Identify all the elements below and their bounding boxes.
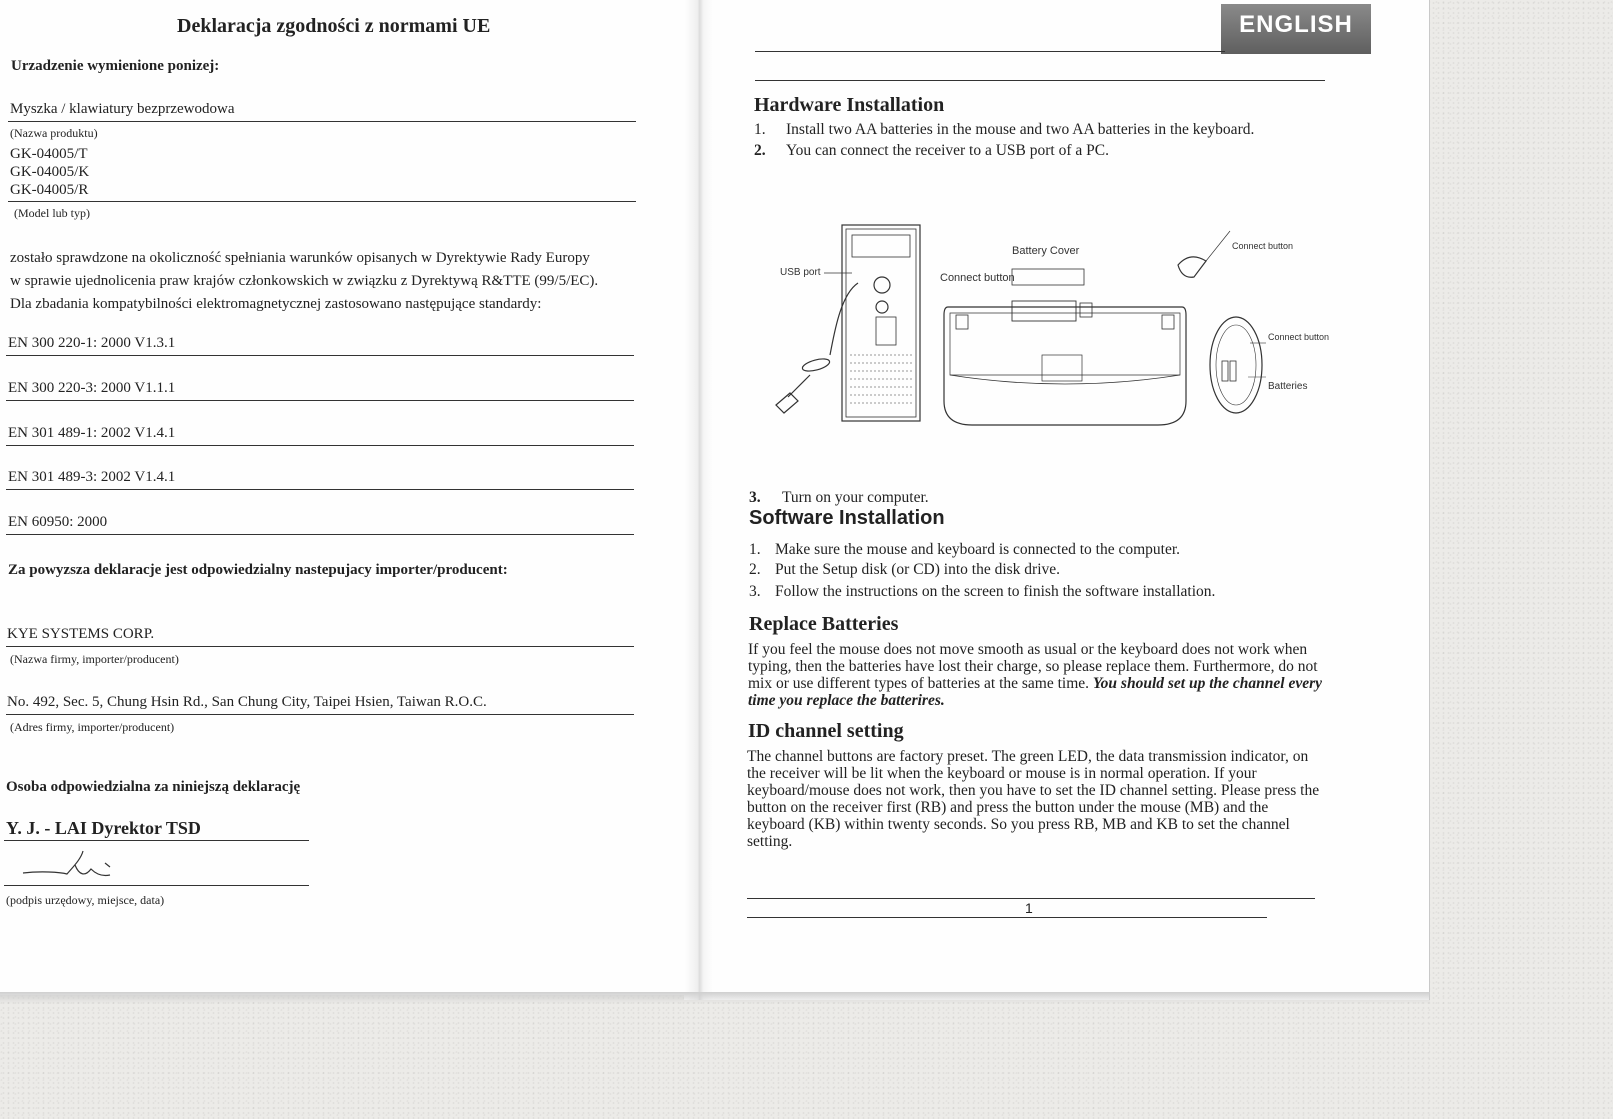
directive-line: w sprawie ujednolicenia praw krajów członkowskich w związku z Dyrektywą R&TTE (99/5/EC). <box>10 273 599 289</box>
language-badge: ENGLISH <box>1221 4 1371 54</box>
company-caption: (Nazwa firmy, importer/producent) <box>10 652 179 666</box>
step-text: Put the Setup disk (or CD) into the disk drive. <box>775 561 1061 578</box>
connect-button-top-label: Connect button <box>1232 241 1294 251</box>
standard-rule <box>6 489 634 490</box>
address-caption: (Adres firmy, importer/producent) <box>10 720 175 734</box>
step-text: You can connect the receiver to a USB port of a PC. <box>786 142 1109 159</box>
directive-line: Dla zbadania kompatybilności elektromagnetycznej zastosowano następujące standardy: <box>10 296 542 312</box>
step-number: 3. <box>749 583 761 600</box>
declaration-title: Deklaracja zgodności z normami UE <box>177 15 491 37</box>
illustration-svg <box>780 225 1360 445</box>
battery-cover <box>1012 301 1076 321</box>
standard-item: EN 300 220-1: 2000 V1.3.1 <box>8 335 176 351</box>
step-number: 1. <box>749 541 761 558</box>
hardware-title: Hardware Installation <box>754 94 945 116</box>
footer-rule <box>747 898 1315 899</box>
batteries-emphasis: You should set up the channel every time you replace the batterires. <box>748 675 1322 709</box>
product-name-caption: (Nazwa produktu) <box>10 126 98 140</box>
batteries-label: Batteries <box>1268 381 1308 392</box>
importer-heading: Za powyzsza deklaracje jest odpowiedzialny nastepujacy importer/producent: <box>8 562 508 578</box>
standard-item: EN 60950: 2000 <box>8 514 108 530</box>
connect-button-receiver-label: Connect button <box>940 272 1015 284</box>
product-name-rule <box>8 121 636 122</box>
connect-button-mouse-label: Connect button <box>1268 332 1330 342</box>
standard-rule <box>6 534 634 535</box>
standard-rule <box>6 400 634 401</box>
product-name: Myszka / klawiatury bezprzewodowa <box>10 101 235 117</box>
standard-rule <box>6 445 634 446</box>
channel-text: The channel buttons are factory preset. The green LED, the data transmission indicator, on the receiver will be lit when the keyboard or mouse is in normal operation. If your keyboard/mouse does not work, then you have to set the ID channel setting. Please press the button on the receiver first (RB) and press the button under the mouse (MB) and the keyboard (KB) within twenty seconds. So you press RB, MB and KB to set the channel setting. <box>747 748 1320 850</box>
step-text: Install two AA batteries in the mouse and two AA batteries in the keyboard. <box>786 121 1255 138</box>
footer-rule-lower <box>747 917 1267 918</box>
header-rule-lower <box>755 80 1325 81</box>
step-text: Make sure the mouse and keyboard is connected to the computer. <box>775 541 1181 558</box>
signature-image <box>15 845 145 885</box>
channel-title: ID channel setting <box>748 720 904 742</box>
page-edge-shadow <box>0 992 1430 1004</box>
step-text: Follow the instructions on the screen to finish the software installation. <box>775 583 1216 600</box>
address-rule <box>6 714 634 715</box>
company-address: No. 492, Sec. 5, Chung Hsin Rd., San Chung City, Taipei Hsien, Taiwan R.O.C. <box>7 694 487 710</box>
step-number: 1. <box>754 121 766 138</box>
usb-port-label: USB port <box>780 267 821 278</box>
standard-item: EN 301 489-1: 2002 V1.4.1 <box>8 425 176 441</box>
signer-name: Y. J. - LAI Dyrektor TSD <box>6 818 201 838</box>
signer-rule <box>4 840 309 841</box>
batteries-title: Replace Batteries <box>749 613 899 635</box>
model-rule <box>8 201 636 202</box>
step-number: 2. <box>754 142 766 159</box>
model-caption: (Model lub typ) <box>14 206 90 220</box>
batteries-text <box>748 641 1328 709</box>
keyboard-outline <box>944 307 1186 425</box>
standard-item: EN 300 220-3: 2000 V1.1.1 <box>8 380 176 396</box>
batteries-body: If you feel the mouse does not move smooth as usual or the keyboard does not work when typing, then the batteries have lost their charge, so please replace them. Furthermore, do not mix or use different types of batteries at the same time. <box>748 641 1318 692</box>
book-gutter <box>684 0 714 1000</box>
model-item: GK-04005/T <box>10 146 88 162</box>
model-item: GK-04005/R <box>10 182 89 198</box>
software-title: Software Installation <box>749 507 945 529</box>
signature-caption: (podpis urzędowy, miejsce, data) <box>6 893 165 907</box>
signature-rule <box>4 885 309 886</box>
responsible-heading: Osoba odpowiedzialna za niniejszą deklarację <box>6 779 301 795</box>
standard-item: EN 301 489-3: 2002 V1.4.1 <box>8 469 176 485</box>
battery-cover-label: Battery Cover <box>1012 245 1080 257</box>
device-heading: Urzadzenie wymienione ponizej: <box>11 58 220 74</box>
company-rule <box>6 646 634 647</box>
step-number: 3. <box>749 489 761 506</box>
standard-rule <box>6 355 634 356</box>
pc-tower <box>842 225 920 421</box>
model-item: GK-04005/K <box>10 164 90 180</box>
page-number: 1 <box>1025 900 1033 916</box>
step-text: Turn on your computer. <box>782 489 929 506</box>
directive-line: zostało sprawdzone na okoliczność spełniania warunków opisanych w Dyrektywie Rady Europy <box>10 250 590 266</box>
connect-device <box>1178 257 1206 277</box>
step-number: 2. <box>749 561 761 578</box>
company-name: KYE SYSTEMS CORP. <box>7 626 155 642</box>
header-rule <box>755 51 1225 52</box>
hardware-illustration <box>780 225 1360 445</box>
